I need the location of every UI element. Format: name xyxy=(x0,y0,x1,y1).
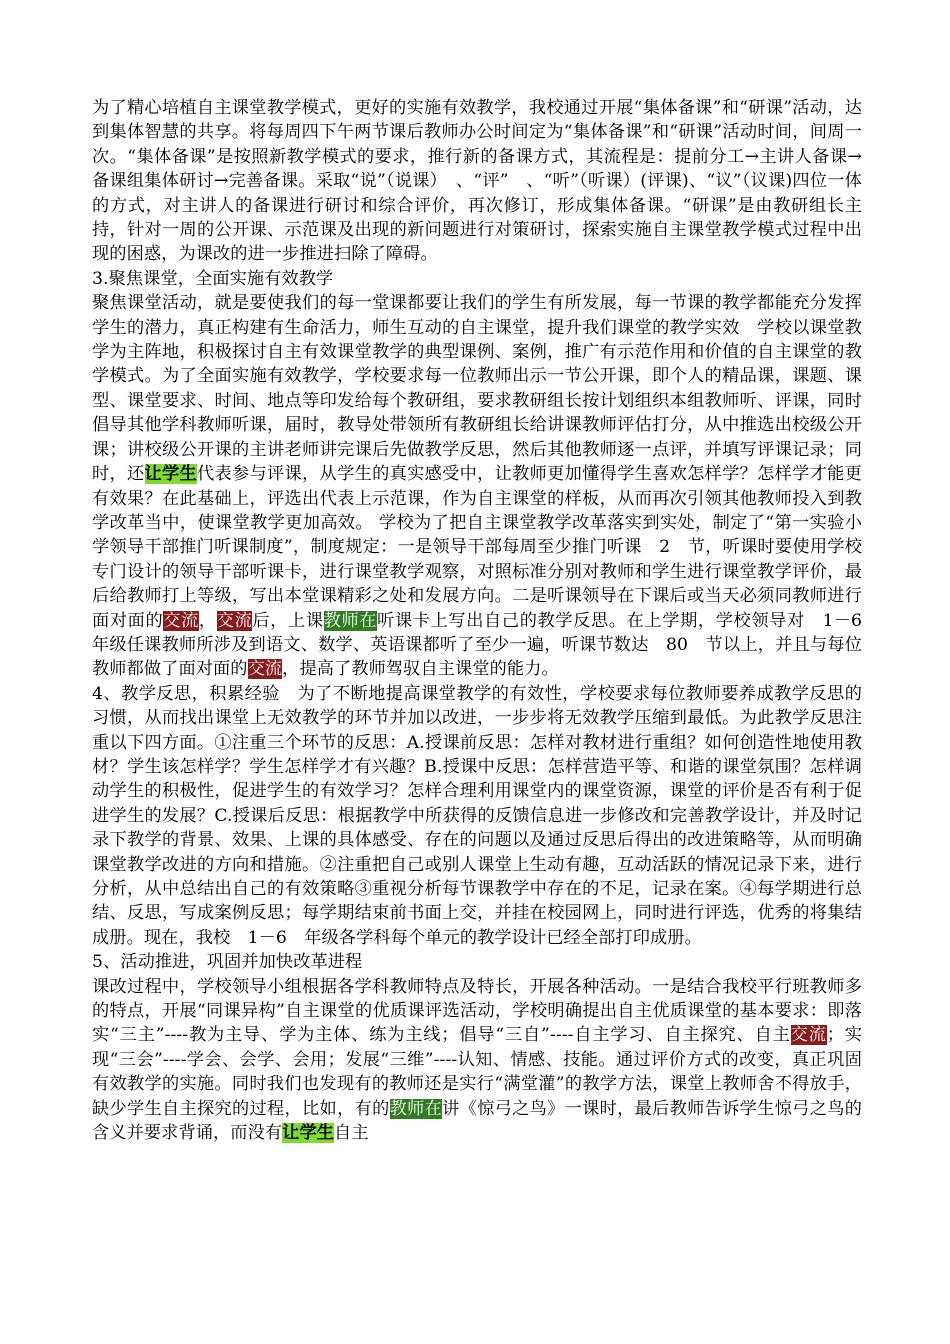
text-run: 4、教学反思，积累经验 为了不断地提高课堂教学的有效性，学校要求每位教师要养成教学反思的习惯，从而找出课堂上无效教学的环节并加以改进，一步步将无效教学压缩到最低。为此教学反思注重以下四方面。①注重三个环节的反思：A.授课前反思：怎样对教材进行重组？如何创造性地使用教材？学生该怎样学？学生怎样学才有兴趣？B.授课中反思：怎样营造平等、和谐的课堂氛围？怎样调动学生的积极性，促进学生的有效学习？怎样合理利用课堂内的课堂资源，课堂的评价是否有利于促进学生的发展？C.授课后反思：根据教学中所获得的反馈信息进一步修改和完善教学设计，并及时记录下教学的背景、效果、上课的具体感受、存在的问题以及通过反思后得出的改进策略等，从而明确课堂教学改进的方向和措施。②注重把自己或别人课堂上生动有趣，互动活跃的情况记录下来，进行分析，从中总结出自己的有效策略③重视分析每节课教学中存在的不足，记录在案。④每学期进行总结、反思，写成案例反思；每学期结束前书面上交，并挂在校园网上，同时进行评选，优秀的将集结成册。现在，我校 1－6 年级各学科每个单元的教学设计已经全部打印成册。 xyxy=(92,683,862,948)
heading-text: 5、活动推进，巩固并加快改革进程 xyxy=(92,952,363,973)
text-run: 听课卡上写出自己的教学反思。在上学期，学校领导对 1－6 年级任课教师所涉及到语文、数学、英语课都听了至少一遍，听课节数达 80 节以上，并且与每位教师都做了面对面的 xyxy=(92,610,880,680)
paragraph-focus-classroom xyxy=(92,291,880,682)
highlight-term: 交流 xyxy=(790,1025,827,1046)
paragraph-teaching-reflection xyxy=(92,682,862,950)
text-run: 讲《惊弓之鸟》一课时，最后教师告诉学生惊弓之鸟的含义并要求背诵，而没有 xyxy=(92,1098,862,1144)
highlight-term: 交流 xyxy=(216,610,253,631)
highlight-term: 让学生 xyxy=(282,1123,335,1144)
section-heading-5 xyxy=(92,950,862,974)
highlight-term: 交流 xyxy=(163,610,199,631)
highlight-term: 教师在 xyxy=(389,1098,443,1119)
highlight-term: 交流 xyxy=(247,659,283,680)
section-heading-3 xyxy=(92,267,862,291)
text-run: ， xyxy=(198,610,217,631)
heading-text: 3.聚焦课堂，全面实施有效教学 xyxy=(92,268,334,289)
text-run: ，提高了教师驾驭自主课堂的能力。 xyxy=(282,659,559,680)
paragraph-activity-promotion xyxy=(92,975,862,1146)
paragraph-collective-lesson-prep xyxy=(92,96,862,267)
highlight-term: 让学生 xyxy=(144,464,198,485)
text-run: 聚焦课堂活动，就是要使我们的每一堂课都要让我们的学生有所发展，每一节课的教学都能充分发挥学生的潜力，真正构建有生命活力，师生互动的自主课堂，提升我们课堂的教学实效 学校以课堂教学为主阵地，积极探讨自主有效课堂教学的典型课例、案例，推广有示范作用和价值的自主课堂的教学模式。为了全面实施有效教学，学校要求每一位教师出示一节公开课，即个人的精品课，课题、课型、课堂要求、时间、地点等印发给每个教研组，要求教研组长按计划组织本组教师听、评课，同时倡导其他学科教师听课，届时，教导处带领所有教研组长给讲课教师评估打分，从中推选出校级公开课；讲校级公开课的主讲老师讲完课后先做教学反思，然后其他教师逐一点评，并填写评课记录；同时，还 xyxy=(92,293,862,485)
text-run: 课改过程中，学校领导小组根据各学科教师特点及特长，开展各种活动。一是结合我校平行班教师多的特点，开展“同课异构”自主课堂的优质课评选活动，学校明确提出自主优质课堂的基本要求：即落实“三主”----教为主导、学为主体、练为主线；倡导“三自”----自主学习、自主探究、自主 xyxy=(92,976,862,1046)
text-run: 代表参与评课，从学生的真实感受中，让教师更加懂得学生喜欢怎样学？怎样学才能更有效果？在此基础上，评选出代表上示范课，作为自主课堂的样板，从而再次引领其他教师投入到教学改革当中，使课堂教学更加高效。 学校为了把自主课堂教学改革落实到实处，制定了“第一实验小学领导干部推门听课制度”，制度规定：一是领导干部每周至少推门听课 2 节，听课时要使用学校专门设计的领导干部听课卡，进行课堂教学观察，对照标准分别对教师和学生进行课堂教学评价，最后给教师打上等级，写出本堂课精彩之处和发展方向。二是听课领导在下课后或当天必须同教师进行面对面的 xyxy=(92,464,862,631)
text-run: 自主 xyxy=(334,1123,369,1144)
highlight-term: 教师在 xyxy=(323,610,378,631)
text-run: 为了精心培植自主课堂教学模式，更好的实施有效教学，我校通过开展“集体备课”和“研课”活动，达到集体智慧的共享。将每周四下午两节课后教师办公时间定为“集体备课”和“研课”活动时间，间周一次。“集体备课”是按照新教学模式的要求，推行新的备课方式，其流程是：提前分工→主讲人备课→备课组集体研讨→完善备课。采取“说”（说课） 、“评” 、“听”（听课）(评课)、“议”（议课)四位一体的方式，对主讲人的备课进行研讨和综合评价，再次修订，形成集体备课。“研课”是由教研组长主持，针对一周的公开课、示范课及出现的新问题进行对策研讨，探索实施自主课堂教学模式过程中出现的困惑，为课改的进一步推进扫除了障碍。 xyxy=(92,98,862,265)
text-run: ；实现“三会”----学会、会学、会用；发展“三维”----认知、情感、技能。通过评价方式的改变，真正巩固有效教学的实施。同时我们也发现有的教师还是实行“满堂灌”的教学方法，课堂上教师舍不得放手，缺少学生自主探究的过程，比如，有的 xyxy=(92,1025,863,1119)
text-run: 后，上课 xyxy=(252,610,324,631)
